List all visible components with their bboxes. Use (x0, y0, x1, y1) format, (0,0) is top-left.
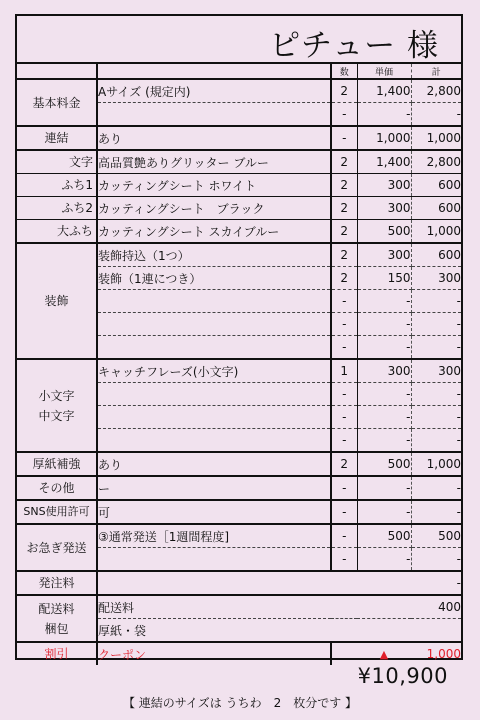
fuchi2-label: ふち2 (17, 197, 97, 220)
row-total: - (97, 571, 461, 595)
row-desc: あり (97, 452, 331, 476)
row-qty: - (331, 313, 357, 336)
row-desc: あり (97, 126, 331, 150)
row-desc (97, 290, 331, 313)
row-total: 600 (411, 243, 461, 267)
row-desc (97, 429, 331, 453)
row-desc: 配送料 (97, 595, 331, 619)
row-unit: 150 (357, 267, 411, 290)
row-desc: カッティングシート ブラック (97, 197, 331, 220)
sns-label: SNS使用許可 (17, 500, 97, 524)
grand-total: ¥10,900 (357, 664, 448, 688)
row-total: - (411, 290, 461, 313)
row-unit: 300 (357, 197, 411, 220)
table-row (17, 79, 461, 103)
row-qty: - (331, 429, 357, 453)
table-row (17, 243, 461, 267)
row-qty: - (331, 548, 357, 572)
row-desc (97, 383, 331, 406)
table-row (17, 174, 461, 197)
row-unit: 1,400 (357, 79, 411, 103)
moji-label: 文字 (17, 150, 97, 174)
komoji-label (17, 359, 97, 452)
table-header (17, 64, 461, 79)
table-row (17, 126, 461, 150)
row-total: 600 (411, 174, 461, 197)
estimate-table (17, 64, 461, 665)
haisou-label (17, 595, 97, 642)
row-qty: - (331, 336, 357, 360)
row-total: 1,000 (411, 452, 461, 476)
basic-label: 基本料金 (17, 79, 97, 126)
row-desc: 可 (97, 500, 331, 524)
row-unit: - (357, 476, 411, 500)
row-qty: - (331, 500, 357, 524)
row-total: 2,800 (411, 79, 461, 103)
table-row (17, 476, 461, 500)
hacchu-label: 発注料 (17, 571, 97, 595)
komoji-label-line2: 中文字 (38, 408, 75, 423)
waribiki-label: 割引 (17, 642, 97, 665)
title-bar (17, 16, 461, 64)
row-desc: 装飾（1連につき） (97, 267, 331, 290)
discount-mark: ▲ (379, 647, 389, 661)
row-total: - (411, 429, 461, 453)
row-qty: - (331, 290, 357, 313)
table-row (17, 452, 461, 476)
row-total: - (411, 476, 461, 500)
row-total: 2,800 (411, 150, 461, 174)
row-unit: 1,400 (357, 150, 411, 174)
atsugami-label: 厚紙補強 (17, 452, 97, 476)
table-row (17, 571, 461, 595)
row-unit: 300 (357, 174, 411, 197)
soshoku-label: 装飾 (17, 243, 97, 359)
row-desc: 装飾持込（1つ） (97, 243, 331, 267)
table-row (17, 359, 461, 383)
row-qty: - (331, 126, 357, 150)
row-qty: - (331, 524, 357, 548)
row-unit: 500 (357, 220, 411, 244)
row-total: - (411, 383, 461, 406)
row-unit: 1,000 (357, 126, 411, 150)
row-unit: - (357, 103, 411, 127)
discount-desc: クーポン (97, 642, 331, 665)
row-desc: 高品質艶ありグリッター ブルー (97, 150, 331, 174)
row-qty: - (331, 406, 357, 429)
row-qty: 2 (331, 243, 357, 267)
row-total: 500 (411, 524, 461, 548)
row-total: - (411, 103, 461, 127)
row-desc (97, 336, 331, 360)
row-desc: カッティングシート ホワイト (97, 174, 331, 197)
sonota-label: その他 (17, 476, 97, 500)
row-unit: 300 (357, 359, 411, 383)
row-desc: カッティングシート スカイブルー (97, 220, 331, 244)
row-total: - (411, 500, 461, 524)
row-desc: キャッチフレーズ(小文字) (97, 359, 331, 383)
estimate-sheet (15, 14, 463, 660)
row-total: - (411, 313, 461, 336)
row-qty: 2 (331, 150, 357, 174)
row-desc: 厚紙・袋 (97, 619, 331, 643)
row-unit: - (357, 500, 411, 524)
row-qty: - (331, 476, 357, 500)
renketsu-label: 連結 (17, 126, 97, 150)
row-desc (97, 548, 331, 572)
haisou-label-line1: 配送料 (38, 601, 75, 616)
row-desc (97, 313, 331, 336)
table-row (17, 595, 461, 619)
row-unit: - (357, 313, 411, 336)
row-total: 600 (411, 197, 461, 220)
row-unit: - (357, 548, 411, 572)
row-unit: - (357, 383, 411, 406)
oofuchi-label: 大ふち (17, 220, 97, 244)
komoji-label-line1: 小文字 (38, 388, 75, 403)
row-total: 300 (411, 359, 461, 383)
row-desc: Aサイズ (規定内) (97, 79, 331, 103)
table-row (17, 150, 461, 174)
row-unit: 500 (357, 524, 411, 548)
customer-title: ピチュー 様 (269, 28, 439, 64)
row-qty: 2 (331, 452, 357, 476)
footer-note: 【 連結のサイズは うちわ 2 枚分です 】 (122, 696, 358, 710)
row-total: 400 (331, 595, 461, 619)
row-qty: - (331, 383, 357, 406)
row-qty: 1 (331, 359, 357, 383)
row-total: 1,000 (411, 220, 461, 244)
oisogi-label: お急ぎ発送 (17, 524, 97, 571)
row-qty: 2 (331, 197, 357, 220)
row-qty: 2 (331, 79, 357, 103)
row-total (331, 619, 461, 643)
row-unit: 300 (357, 243, 411, 267)
row-total: - (411, 336, 461, 360)
haisou-label-line2: 梱包 (44, 621, 69, 636)
table-row (17, 524, 461, 548)
table-row (17, 220, 461, 244)
fuchi1-label: ふち1 (17, 174, 97, 197)
row-qty: 2 (331, 220, 357, 244)
row-qty: 2 (331, 267, 357, 290)
row-unit: - (357, 290, 411, 313)
header-total: 計 (411, 64, 461, 79)
row-desc (97, 406, 331, 429)
row-unit: - (357, 429, 411, 453)
row-desc: ③通常発送［1週間程度] (97, 524, 331, 548)
discount-total: 1,000 (426, 647, 461, 661)
table-row (17, 500, 461, 524)
row-unit: - (357, 406, 411, 429)
row-desc: ー (97, 476, 331, 500)
row-desc (97, 103, 331, 127)
row-total: - (411, 548, 461, 572)
table-row (17, 197, 461, 220)
row-total: 300 (411, 267, 461, 290)
row-total: - (411, 406, 461, 429)
row-qty: 2 (331, 174, 357, 197)
row-unit: 500 (357, 452, 411, 476)
row-qty: - (331, 103, 357, 127)
header-qty: 数 (331, 64, 357, 79)
row-total: 1,000 (411, 126, 461, 150)
header-unit: 単価 (357, 64, 411, 79)
row-unit: - (357, 336, 411, 360)
discount-row (17, 642, 461, 665)
